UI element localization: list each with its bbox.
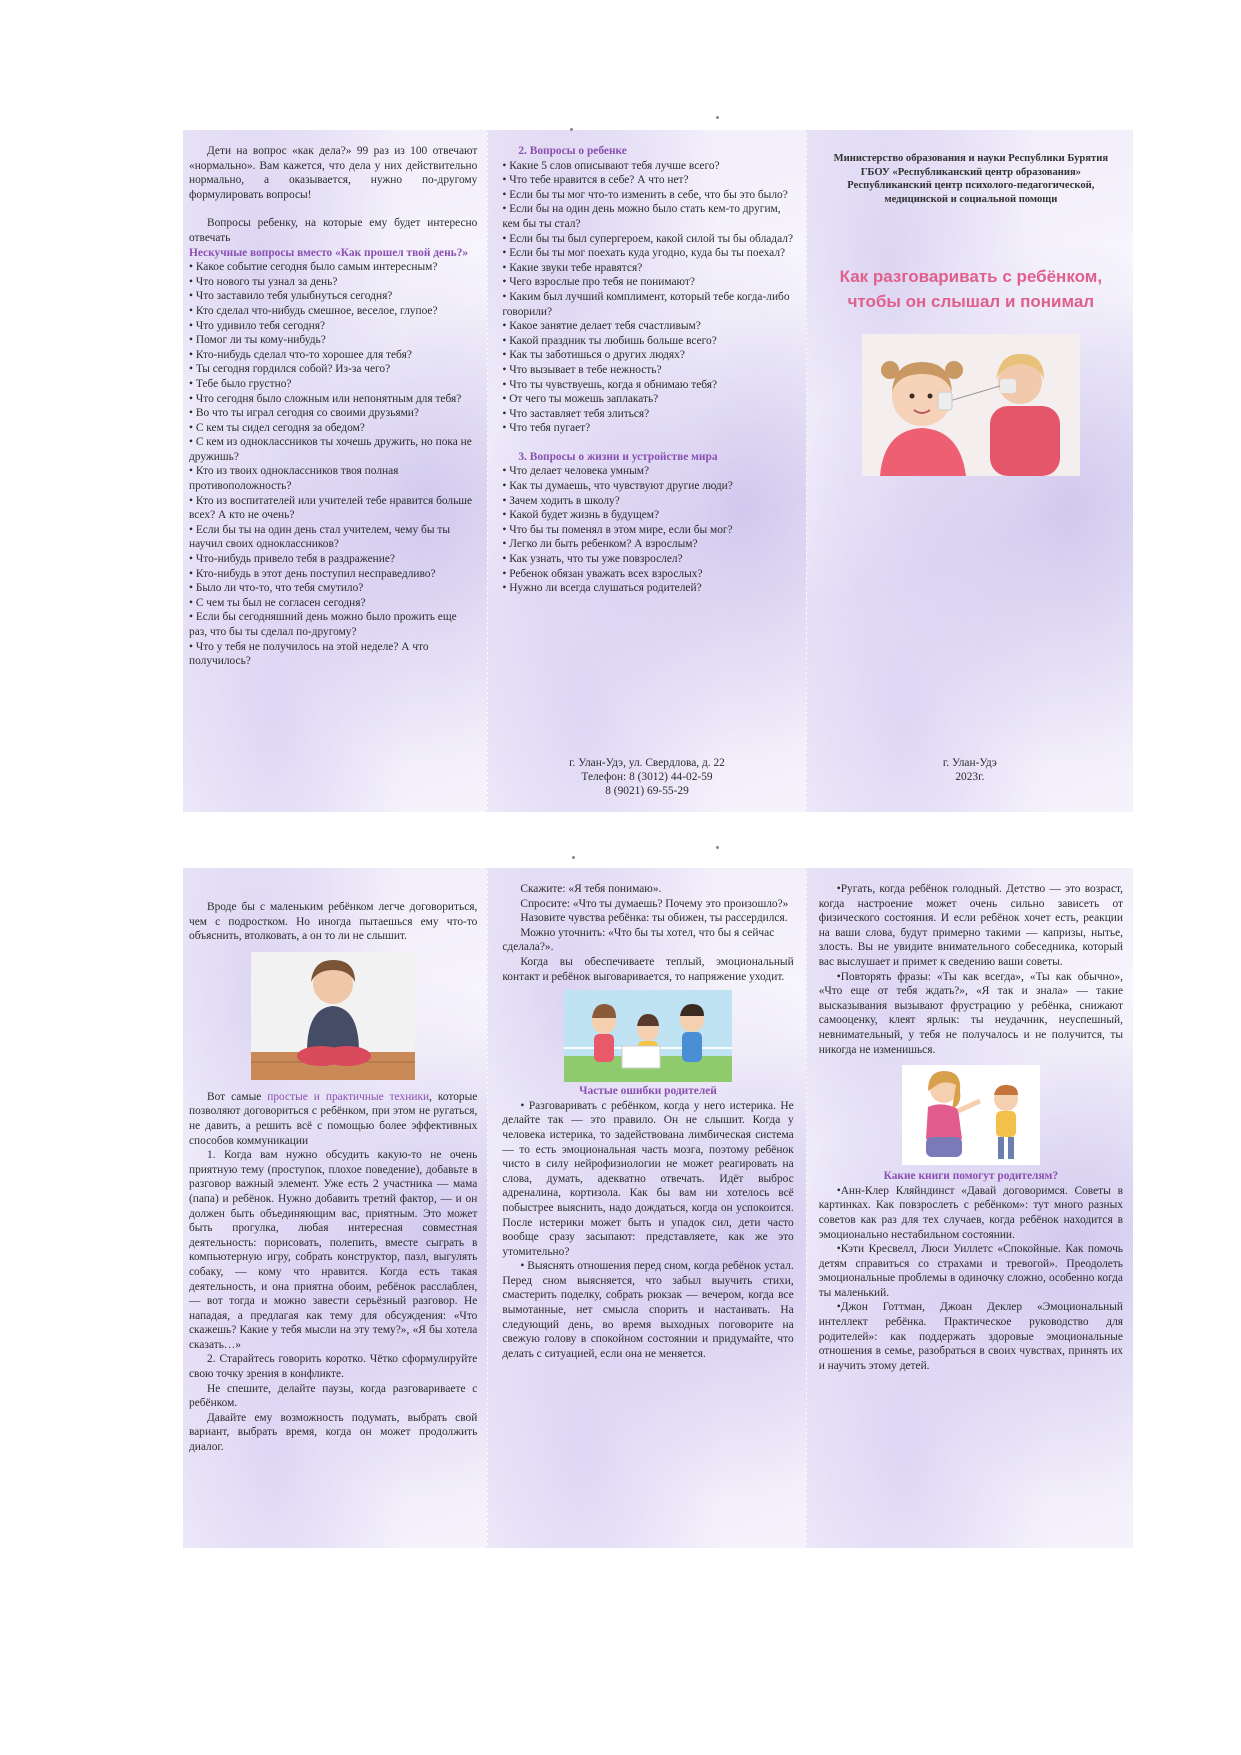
question-item: • Если бы ты был супергероем, какой силой ты бы обладал? [502,232,793,247]
question-item: • Что сегодня было сложным или непонятным для тебя? [189,392,477,407]
outer-panel-middle [488,130,805,812]
techniques-highlight: простые и практичные техники [267,1090,430,1103]
question-item: • Что удивило тебя сегодня? [189,319,477,334]
outer-panel-left [183,130,487,812]
section1-title: Нескучные вопросы вместо «Как прошел твой день?» [189,246,469,259]
question-item: • Во что ты играл сегодня со своими друзьями? [189,406,477,421]
center-text: Республиканский центр психолого-педагогической, медицинской и социальной помощи [847,180,1095,205]
phone-text-2: 8 (9021) 69-55-29 [605,785,689,797]
scan-speck [572,856,575,859]
question-item: • Что делает человека умным? [502,464,793,479]
question-item: • С кем ты сидел сегодня за обедом? [189,421,477,436]
tip-2c: Давайте ему возможность подумать, выбрать свой вариант, выбрать время, когда он может продолжить диалог. [189,1411,478,1454]
year-text: 2023г. [955,771,985,783]
question-item: • Что-нибудь привело тебя в раздражение? [189,552,477,567]
mistake-1: • Разговаривать с ребёнком, когда у него истерика. Не делайте так — это правило. Он не слышит. Когда у человека истерика, то задействована лимбическая система — то есть эмоциональная часть мозга, поэтому ребёнок чисто в силу нейрофизиологии не может реагировать на слова, думать, адекватно отвечать. Идёт выброс адреналина, кортизола. Как бы вам ни хотелось всё побыстрее выяснить, надо дождаться, когда он успокоится. После истерики может быть и упадок сил, дети часто вообще сразу засыпают: представляете, как же это утомительно? [502,1099,794,1258]
book-2: •Кэти Кресвелл, Люси Уиллетс «Спокойные. Как помочь детям справиться со страхами и тревогой». Преодолеть эмоциональные проблемы в одиночку сложно, особенно когда ты маленький. [818,1243,1123,1299]
ministry-text: Министерство образования и науки Республики Бурятия [833,153,1109,164]
question-item: • Было ли что-то, что тебя смутило? [189,581,477,596]
question-item: • Что тебе нравится в себе? А что нет? [502,173,793,188]
question-item: • Кто из воспитателей или учителей тебе нравится больше всех? А кто не очень? [189,494,477,523]
question-item: • Помог ли ты кому-нибудь? [189,333,477,348]
say-5: Когда вы обеспечиваете теплый, эмоциональный контакт и ребёнок выговаривается, то напряжение уходит. [502,955,794,983]
question-item: • Кто-нибудь в этот день поступил несправедливо? [189,567,477,582]
mistake-4: •Повторять фразы: «Ты как всегда», «Ты как обычно», «Что еще от тебя ждать?», «Я так и знала» — такие высказывания вызывают фрустрацию у ребёнка, снижают самооценку, клеят ярлык: ты неудачник, неуспешный, невнимательный, у тебя не получалось и не получится, ты никогда не изменишься. [818,970,1123,1056]
book-3: •Джон Готтман, Джоан Деклер «Эмоциональный интеллект ребёнка. Практическое руководство для родителей»: как поддержать здоровые эмоциональные отношения в семье, разобраться в своих чувствах, принять их и научить этому детей. [818,1301,1123,1372]
lead-text: Вопросы ребенку, на которые ему будет интересно отвечать [189,217,478,244]
say-4: Можно уточнить: «Что бы ты хотел, что бы я сейчас сделала?». [502,926,775,954]
phone-text: Телефон: 8 (3012) 44-02-59 [581,771,713,783]
question-item: • Что у тебя не получилось на этой неделе? А что получилось? [189,640,477,669]
scan-speck [716,116,719,119]
section3-title: 3. Вопросы о жизни и устройстве мира [518,450,718,463]
brochure-title: Как разговаривать с ребёнком, чтобы он слышал и понимал [839,267,1103,311]
question-item: • Как ты думаешь, что чувствуют другие люди? [502,479,793,494]
illustration-family [564,990,732,1082]
question-item: • Какой будет жизнь в будущем? [502,508,793,523]
question-item: • Что вызывает в тебе нежность? [502,363,793,378]
question-item: • Как ты заботишься о других людях? [502,348,793,363]
question-item: • Какое занятие делает тебя счастливым? [502,319,793,334]
scan-speck [570,128,573,131]
cover-panel [807,130,1133,812]
question-item: • Какие 5 слов описывают тебя лучше всего? [502,159,793,174]
question-item: • Что бы ты поменял в этом мире, если бы мог? [502,523,793,538]
tip-2b: Не спешите, делайте паузы, когда разговариваете с ребёнком. [189,1382,478,1410]
city-year-block [807,756,1133,784]
question-item: • Какие звуки тебе нравятся? [502,261,793,276]
section2-title: 2. Вопросы о ребенке [518,145,627,157]
question-item: • Какое событие сегодня было самым интересным? [189,260,477,275]
question-item: • От чего ты можешь заплакать? [502,392,793,407]
question-item: • Какой праздник ты любишь больше всего? [502,334,793,349]
say-1: Скажите: «Я тебя понимаю». [520,883,662,895]
question-item: • Зачем ходить в школу? [502,494,793,509]
inner-panel-middle [488,868,805,1548]
scan-speck [716,846,719,849]
inner-panel-right [807,868,1133,1548]
mistake-3: •Ругать, когда ребёнок голодный. Детство — это возраст, когда настроение может очень сильно зависеть от физического состояния. И если ребёнок хочет есть, реакции на ваши слова, будут примерно такими — капризы, нытье, злость. Вы не увидите внимательного собеседника, который вас выслушает и примет к сведению ваши советы. [818,883,1123,968]
question-item: • Тебе было грустно? [189,377,477,392]
brochure-outer-side [183,130,1133,812]
question-item: • Ты сегодня гордился собой? Из-за чего? [189,362,477,377]
illustration-mother-scolding [902,1065,1040,1165]
section3-list [502,464,793,595]
question-item: • Кто сделал что-нибудь смешное, веселое, глупое? [189,304,477,319]
contacts-block [488,756,805,798]
photo-upset-child [251,952,415,1080]
question-item: • Ребенок обязан уважать всех взрослых? [502,567,793,582]
brochure-inner-side [183,868,1133,1548]
section1-list [189,260,477,669]
question-item: • Что нового ты узнал за день? [189,275,477,290]
tip-2: 2. Старайтесь говорить коротко. Чётко сформулируйте свою точку зрения в конфликте. [189,1353,478,1381]
inner-intro-text: Вроде бы с маленьким ребёнком легче договориться, чем с подростком. Но иногда пытаешься ему что-то объяснить, втолковать, а он то ли не слышит. [189,901,478,943]
question-item: • Что ты чувствуешь, когда я обнимаю тебя? [502,378,793,393]
question-item: • Если бы сегодняшний день можно было прожить еще раз, что бы ты сделал по-другому? [189,610,477,639]
question-item: • Кто-нибудь сделал что-то хорошее для тебя? [189,348,477,363]
books-title: Какие книги помогут родителям? [883,1170,1059,1183]
say-2: Спросите: «Что ты думаешь? Почему это произошло?» [520,897,789,910]
say-3: Назовите чувства ребёнка: ты обижен, ты рассердился. [520,912,788,925]
question-item: • Чего взрослые про тебя не понимают? [502,275,793,290]
question-item: • Легко ли быть ребенком? А взрослым? [502,537,793,552]
section2-list [502,159,793,436]
question-item: • Если бы ты мог что-то изменить в себе, что бы это было? [502,188,793,203]
tip-1: 1. Когда вам нужно обсудить какую-то не очень приятную тему (проступок, плохое поведение), добавьте в разговор важный элемент. Уже есть 2 участника — мама (папа) и ребёнок. Нужно добавить третий фактор, — и он должен быть объединяющим вас, приятным. Это может быть прогулка, любая интересная совместная деятельность: порисовать, полепить, вместе сыграть в компьютерную игру, собрать конструктор, пазл, выгулять собаку, — кому что нравится. Когда есть такая деятельность, и она приятна обоим, ребёнок расслаблен, — вот тогда и можно завести серьёзный разговор. Не нападая, а предлагая как тему для обсуждения: «Что скажешь? Какие у тебя мысли на эту тему?», «Я бы хотела сказать…» [189,1149,478,1351]
question-item: • Нужно ли всегда слушаться родителей? [502,581,793,596]
question-item: • Что тебя пугает? [502,421,793,436]
question-item: • С кем из одноклассников ты хочешь дружить, но пока не дружишь? [189,435,477,464]
inner-panel-left [183,868,487,1548]
city-text: г. Улан-Удэ [942,757,997,769]
mistakes-title: Частые ошибки родителей [579,1085,717,1098]
question-item: • Каким был лучший комплимент, который тебе когда-либо говорили? [502,290,793,319]
question-item: • Если бы ты на один день стал учителем, чему бы ты научил своих одноклассников? [189,523,477,552]
intro-text: Дети на вопрос «как дела?» 99 раз из 100 отвечают «нормально». Вам кажется, что дела у них действительно нормально, а оказывается, нужно по-другому формулировать вопросы! [189,145,478,201]
cover-photo-girl-and-mother [862,334,1080,476]
techniques-text: Вот самые простые и практичные техники, которые позволяют договориться с ребёнком, при этом не ругаться, не давить, а решить всё с помощью более эффективных способов коммуникации [189,1090,478,1147]
question-item: • Как узнать, что ты уже повзрослел? [502,552,793,567]
question-item: • С чем ты был не согласен сегодня? [189,596,477,611]
book-1: •Анн-Клер Кляйндинст «Давай договоримся. Советы в картинках. Как повзрослеть с ребёнком»: тут много разных советов как раз для тех случаев, когда ребёнок находится в эмоционально нестабильном состоянии. [818,1184,1123,1241]
question-item: • Если бы на один день можно было стать кем-то другим, кем бы ты стал? [502,202,793,231]
gbou-text: ГБОУ «Республиканский центр образования» [860,166,1081,178]
question-item: • Что заставило тебя улыбнуться сегодня? [189,289,477,304]
address-text: г. Улан-Удэ, ул. Свердлова, д. 22 [569,757,725,769]
question-item: • Кто из твоих одноклассников твоя полная противоположность? [189,464,477,493]
question-item: • Если бы ты мог поехать куда угодно, куда бы ты поехал? [502,246,793,261]
mistake-2: • Выяснять отношения перед сном, когда ребёнок устал. Перед сном выясняется, что забыл выучить стихи, смастерить поделку, собрать рюкзак — вечером, когда все вымотанные, нет смысла спорить и настаивать. На следующий день, во время выходных поговорите на свежую голову в спокойном состоянии и придумайте, что делать с ситуацией, если она не меняется. [502,1260,794,1360]
question-item: • Что заставляет тебя злиться? [502,407,793,422]
